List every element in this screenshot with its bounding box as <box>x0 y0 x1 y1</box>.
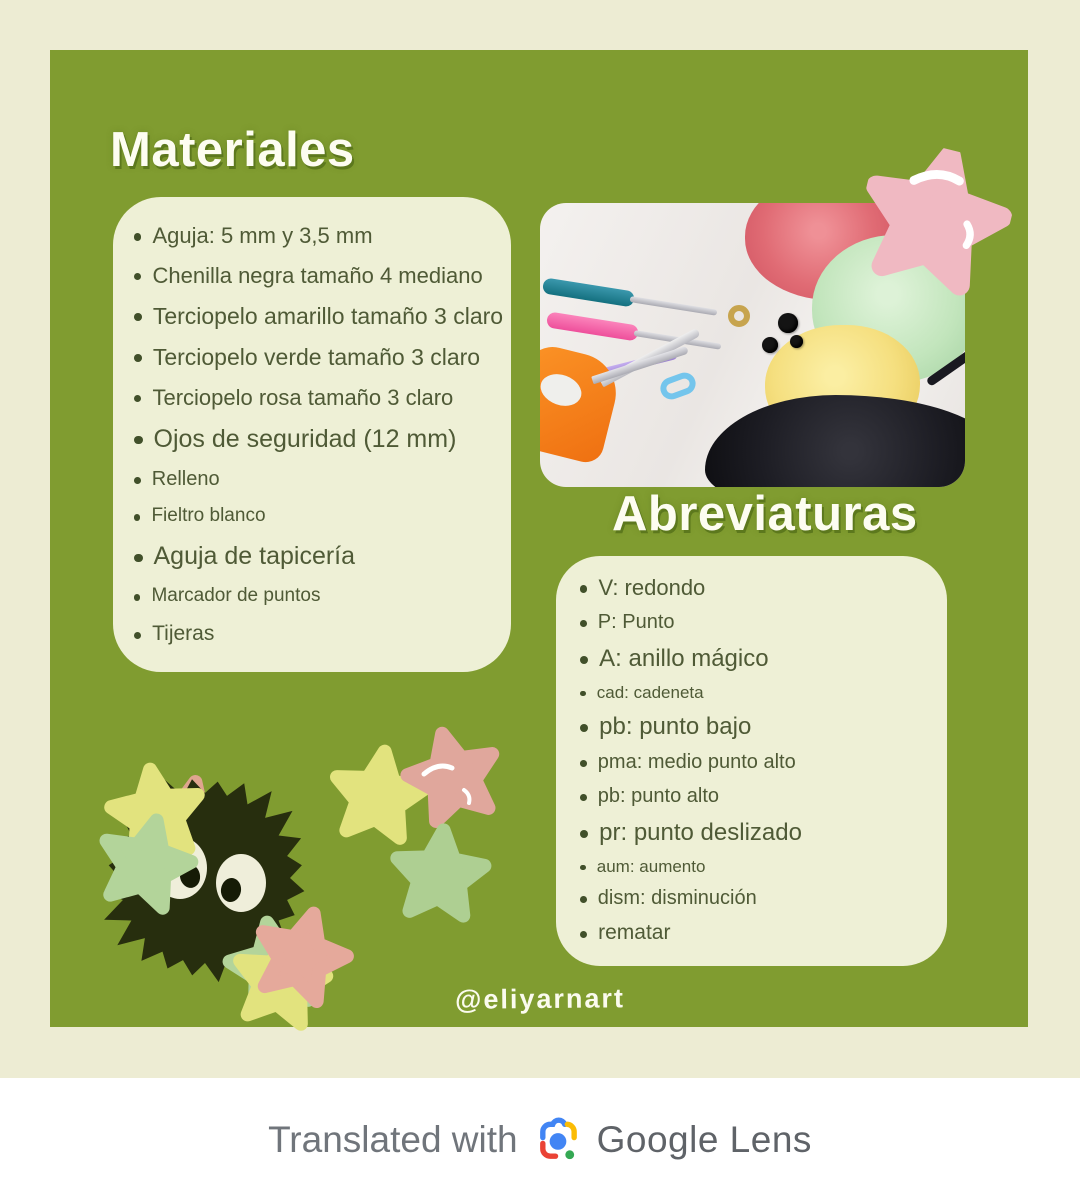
list-item <box>134 345 495 369</box>
list-item <box>580 888 933 909</box>
bullet-dot-icon <box>580 794 587 801</box>
list-item <box>134 506 495 526</box>
list-item <box>580 820 933 845</box>
abbreviations-box <box>556 556 947 966</box>
list-item-text: Ojos de seguridad (12 mm) <box>153 424 457 453</box>
bullet-dot-icon <box>134 514 140 520</box>
list-item <box>580 858 933 876</box>
bullet-dot-icon <box>580 865 586 871</box>
bullet-dot-icon <box>134 354 142 362</box>
list-item <box>580 752 933 773</box>
abbreviations-list <box>556 556 947 966</box>
safety-eye-icon <box>778 313 798 333</box>
star-yellow-icon <box>330 746 428 841</box>
list-item-text: pr: punto deslizado <box>599 818 802 846</box>
list-item-text: V: redondo <box>598 575 706 600</box>
stitch-marker-blue-icon <box>657 370 698 403</box>
safety-eye-icon <box>790 335 803 348</box>
list-item <box>134 469 495 490</box>
list-item <box>580 646 933 671</box>
bullet-dot-icon <box>580 585 587 592</box>
list-item <box>134 623 495 645</box>
list-item-text: A: anillo mágico <box>599 644 769 672</box>
bullet-dot-icon <box>134 273 141 280</box>
bullet-dot-icon <box>580 656 588 664</box>
list-item-text: Terciopelo verde tamaño 3 claro <box>152 343 481 370</box>
list-item-text: pb: punto bajo <box>599 713 752 741</box>
list-item-text: Terciopelo amarillo tamaño 3 claro <box>152 302 504 329</box>
materials-list <box>113 197 511 672</box>
materials-title: Materiales <box>110 123 355 177</box>
bullet-dot-icon <box>580 896 587 903</box>
yarn-skein-black-icon <box>705 395 965 487</box>
list-item-text: cad: cadeneta <box>596 682 704 702</box>
bullet-dot-icon <box>580 724 588 732</box>
star-green-icon <box>393 827 487 918</box>
list-item-text: Terciopelo rosa tamaño 3 claro <box>152 384 454 410</box>
list-item <box>134 426 495 452</box>
list-item-text: Relleno <box>151 467 220 490</box>
bullet-dot-icon <box>580 691 586 697</box>
bullet-dot-icon <box>580 931 587 938</box>
footer-prefix-text: Translated with <box>268 1119 518 1160</box>
google-lens-attribution <box>0 1098 1080 1182</box>
star-pink-glossy-icon <box>400 723 505 825</box>
bullet-dot-icon <box>134 477 141 484</box>
list-item-text: Aguja: 5 mm y 3,5 mm <box>152 223 373 248</box>
list-item-text: Marcador de puntos <box>151 585 321 607</box>
list-item-text: Chenilla negra tamaño 4 mediano <box>152 262 483 288</box>
list-item <box>580 612 933 633</box>
bullet-dot-icon <box>580 760 587 767</box>
list-item-text: dism: disminución <box>597 887 757 910</box>
list-item <box>134 302 504 329</box>
list-item-text: Tijeras <box>152 621 215 645</box>
google-lens-icon <box>534 1117 581 1164</box>
thread-snips-orange-icon <box>540 341 624 466</box>
list-item <box>580 714 933 739</box>
list-item <box>134 264 495 287</box>
list-item-text: pma: medio punto alto <box>597 751 796 774</box>
list-item <box>580 786 933 807</box>
list-item <box>134 386 495 409</box>
list-item <box>134 586 495 606</box>
bullet-dot-icon <box>134 554 143 563</box>
bullet-dot-icon <box>134 594 140 600</box>
bullet-dot-icon <box>580 830 588 838</box>
bullet-dot-icon <box>580 620 587 627</box>
list-item-text: Aguja de tapicería <box>153 542 356 571</box>
bullet-dot-icon <box>134 395 141 402</box>
safety-eye-icon <box>762 337 778 353</box>
safety-eye-washer-icon <box>728 305 750 327</box>
watermark-handle: @eliyarnart <box>454 983 626 1015</box>
list-item-text: rematar <box>598 920 671 944</box>
list-item <box>134 224 495 247</box>
abbreviations-title: Abreviaturas <box>612 487 918 541</box>
footer-brand-text: Google Lens <box>596 1119 812 1160</box>
list-item <box>134 543 495 569</box>
materials-box <box>113 197 511 672</box>
list-item <box>580 922 933 944</box>
bullet-dot-icon <box>134 233 141 240</box>
list-item <box>580 684 933 702</box>
bullet-dot-icon <box>134 313 142 321</box>
list-item-text: Fieltro blanco <box>151 505 266 527</box>
list-item-text: aum: aumento <box>596 856 706 876</box>
bullet-dot-icon <box>134 632 141 639</box>
list-item <box>580 576 933 599</box>
list-item-text: pb: punto alto <box>597 784 720 807</box>
bullet-dot-icon <box>134 436 143 445</box>
list-item-text: P: Punto <box>597 610 675 633</box>
